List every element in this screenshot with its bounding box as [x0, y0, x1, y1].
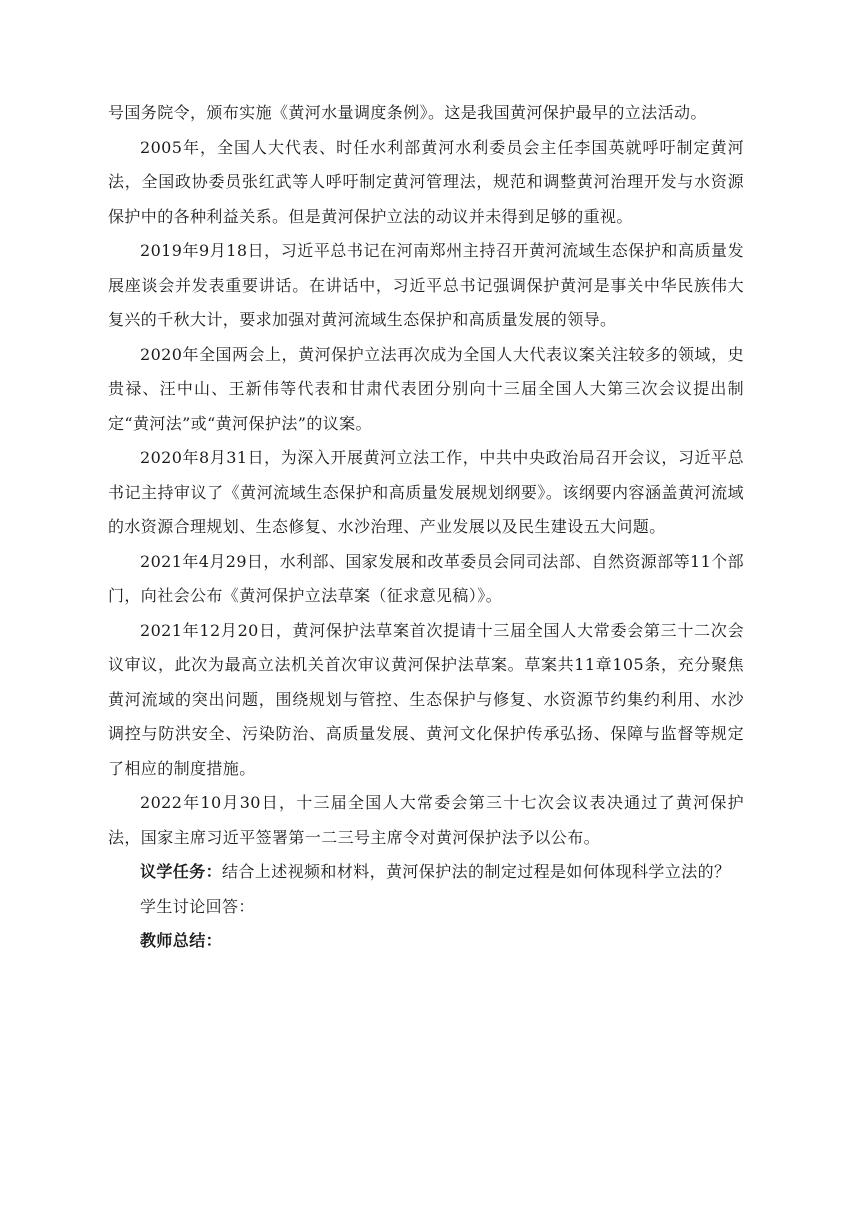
paragraph-2020-aug: 2020年8月31日，为深入开展黄河立法工作，中共中央政治局召开会议，习近平总书记主持审议了《黄河流域生态保护和高质量发展规划纲要》。该纲要内容涵盖黄河流域的水资源合理规划、生态修复、水沙治理、产业发展以及民生建设五大问题。 — [108, 448, 744, 536]
task-label: 议学任务： — [140, 862, 223, 881]
paragraph-2022: 2022年10月30日，十三届全国人大常委会第三十七次会议表决通过了黄河保护法，国家主席习近平签署第一二三号主席令对黄河保护法予以公布。 — [108, 793, 744, 847]
task-paragraph — [108, 855, 744, 890]
teacher-summary: 教师总结： — [140, 931, 223, 950]
document-page — [108, 96, 744, 959]
student-discussion: 学生讨论回答： — [140, 896, 255, 916]
paragraph-2020-two-sessions: 2020年全国两会上，黄河保护立法再次成为全国人大代表议案关注较多的领域，史贵禄、汪中山、王新伟等代表和甘肃代表团分别向十三届全国人大第三次会议提出制定“黄河法”或“黄河保护法”的议案。 — [108, 344, 744, 433]
paragraph-2021-apr: 2021年4月29日，水利部、国家发展和改革委员会同司法部、自然资源部等11个部门，向社会公布《黄河保护立法草案（征求意见稿）》。 — [108, 551, 744, 605]
paragraph-2005: 2005年，全国人大代表、时任水利部黄河水利委员会主任李国英就呼吁制定黄河法，全国政协委员张红武等人呼吁制定黄河管理法，规范和调整黄河治理开发与水资源保护中的各种利益关系。但是黄河保护立法的动议并未得到足够的重视。 — [108, 137, 744, 226]
paragraph-continuation: 号国务院令，颁布实施《黄河水量调度条例》。这是我国黄河保护最早的立法活动。 — [108, 103, 707, 122]
paragraph-2021-dec: 2021年12月20日，黄河保护法草案首次提请十三届全国人大常委会第三十二次会议审议，此次为最高立法机关首次审议黄河保护法草案。草案共11章105条，充分聚焦黄河流域的突出问题，围绕规划与管控、生态保护与修复、水资源节约集约利用、水沙调控与防洪安全、污染防治、高质量发展、黄河文化保护传承弘扬、保障与监督等规定了相应的制度措施。 — [108, 620, 744, 778]
task-question: 结合上述视频和材料，黄河保护法的制定过程是如何体现科学立法的？ — [222, 862, 731, 881]
paragraph-2019: 2019年9月18日，习近平总书记在河南郑州主持召开黄河流域生态保护和高质量发展座谈会并发表重要讲话。在讲话中，习近平总书记强调保护黄河是事关中华民族伟大复兴的千秋大计，要求加强对黄河流域生态保护和高质量发展的领导。 — [108, 241, 744, 329]
